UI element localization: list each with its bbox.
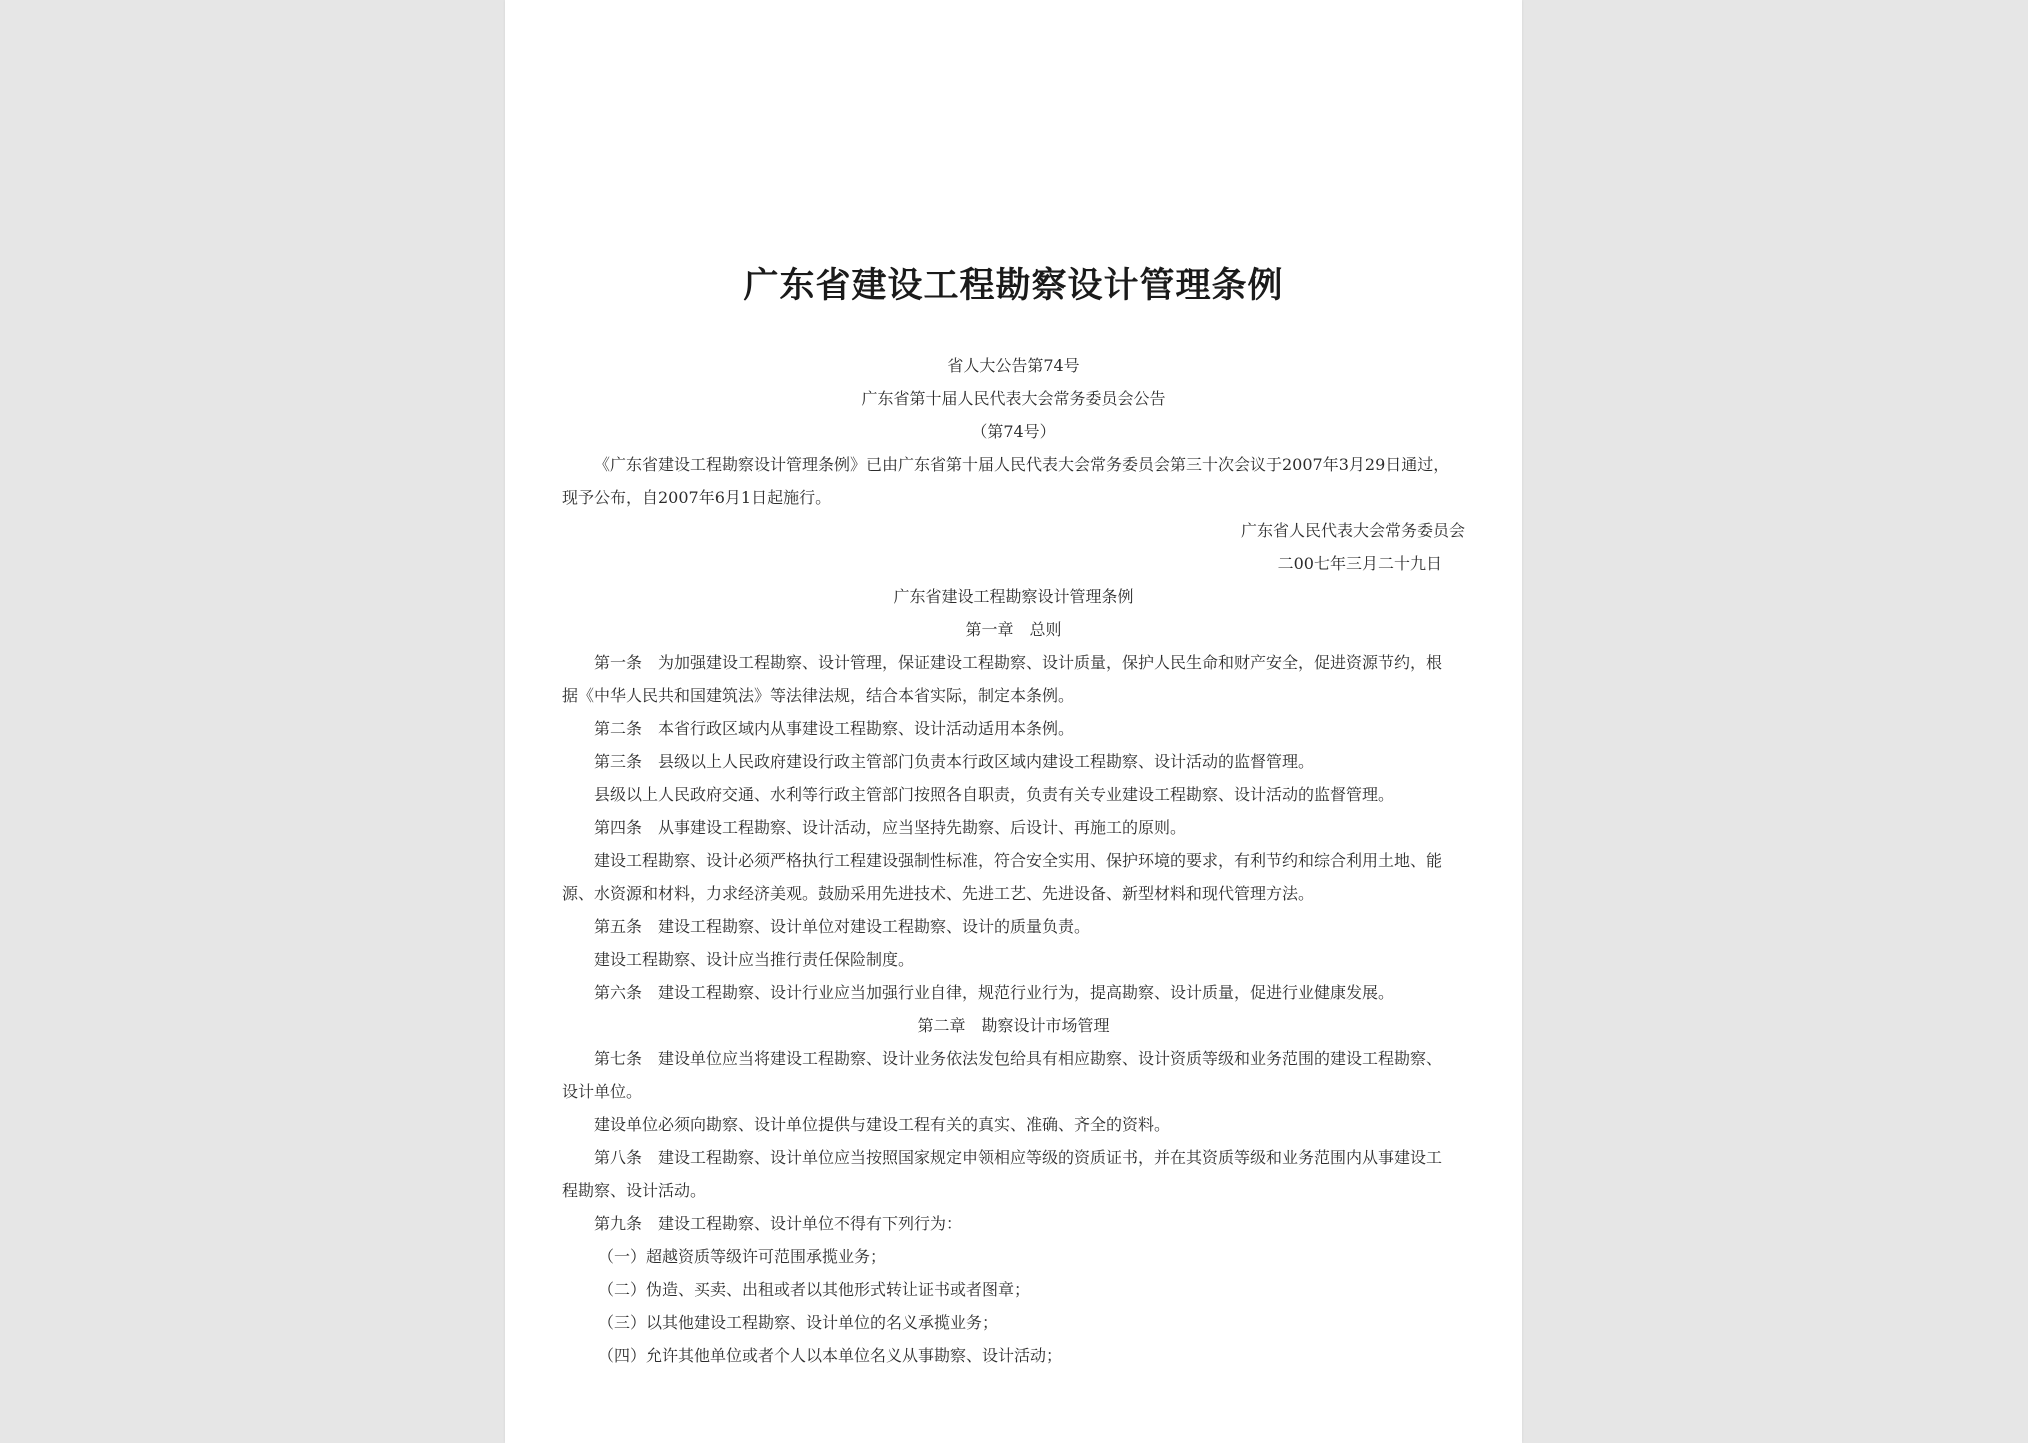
- article-4-paragraph-2-line-1: 建设工程勘察、设计必须严格执行工程建设强制性标准，符合安全实用、保护环境的要求，有利节约和综合利用土地、能: [594, 851, 1443, 870]
- article-3-paragraph-2: 县级以上人民政府交通、水利等行政主管部门按照各自职责，负责有关专业建设工程勘察、设计活动的监督管理。: [594, 785, 1395, 804]
- article-4-paragraph-2-line-2: 源、水资源和材料，力求经济美观。鼓励采用先进技术、先进工艺、先进设备、新型材料和现代管理方法。: [562, 884, 1315, 903]
- chapter-1-title: 第一章 总则: [965, 620, 1062, 639]
- signature-date: 二00七年三月二十九日: [1277, 554, 1442, 573]
- article-9-item-4: （四）允许其他单位或者个人以本单位名义从事勘察、设计活动；: [598, 1346, 1063, 1365]
- article-1-line-1: 第一条 为加强建设工程勘察、设计管理，保证建设工程勘察、设计质量，保护人民生命和财产安全，促进资源节约，根: [594, 653, 1443, 672]
- article-8-line-2: 程勘察、设计活动。: [562, 1181, 707, 1200]
- announcement-body-line-1: 《广东省建设工程勘察设计管理条例》已由广东省第十届人民代表大会常务委员会第三十次会议于2007年3月29日通过，: [594, 455, 1450, 474]
- article-8-line-1: 第八条 建设工程勘察、设计单位应当按照国家规定申领相应等级的资质证书，并在其资质等级和业务范围内从事建设工: [594, 1148, 1443, 1167]
- announcement-body-line-2: 现予公布，自2007年6月1日起施行。: [562, 488, 832, 507]
- article-7-line-2: 设计单位。: [562, 1082, 643, 1101]
- article-6: 第六条 建设工程勘察、设计行业应当加强行业自律，规范行业行为，提高勘察、设计质量，促进行业健康发展。: [594, 983, 1395, 1002]
- article-7-paragraph-2: 建设单位必须向勘察、设计单位提供与建设工程有关的真实、准确、齐全的资料。: [594, 1115, 1171, 1134]
- signature-org: 广东省人民代表大会常务委员会: [1240, 521, 1465, 540]
- article-5-paragraph-1: 第五条 建设工程勘察、设计单位对建设工程勘察、设计的质量负责。: [594, 917, 1091, 936]
- article-3-paragraph-1: 第三条 县级以上人民政府建设行政主管部门负责本行政区域内建设工程勘察、设计活动的监督管理。: [594, 752, 1315, 771]
- article-7-line-1: 第七条 建设单位应当将建设工程勘察、设计业务依法发包给具有相应勘察、设计资质等级和业务范围的建设工程勘察、: [594, 1049, 1443, 1068]
- article-9-item-3: （三）以其他建设工程勘察、设计单位的名义承揽业务；: [598, 1313, 999, 1332]
- article-1-line-2: 据《中华人民共和国建筑法》等法律法规，结合本省实际，制定本条例。: [562, 686, 1075, 705]
- chapter-2-title: 第二章 勘察设计市场管理: [917, 1016, 1110, 1035]
- article-9-item-1: （一）超越资质等级许可范围承揽业务；: [598, 1247, 887, 1266]
- article-5-paragraph-2: 建设工程勘察、设计应当推行责任保险制度。: [594, 950, 915, 969]
- regulation-title: 广东省建设工程勘察设计管理条例: [893, 587, 1134, 606]
- document-page: [505, 0, 1522, 1443]
- announcement-number-paren: （第74号）: [971, 422, 1056, 441]
- document-title: 广东省建设工程勘察设计管理条例: [743, 265, 1284, 306]
- article-9: 第九条 建设工程勘察、设计单位不得有下列行为：: [594, 1214, 963, 1233]
- article-9-item-2: （二）伪造、买卖、出租或者以其他形式转让证书或者图章；: [598, 1280, 1031, 1299]
- announcement-issuer: 广东省第十届人民代表大会常务委员会公告: [861, 389, 1166, 408]
- article-4-paragraph-1: 第四条 从事建设工程勘察、设计活动，应当坚持先勘察、后设计、再施工的原则。: [594, 818, 1187, 837]
- announcement-number: 省人大公告第74号: [947, 356, 1080, 375]
- article-2: 第二条 本省行政区域内从事建设工程勘察、设计活动适用本条例。: [594, 719, 1075, 738]
